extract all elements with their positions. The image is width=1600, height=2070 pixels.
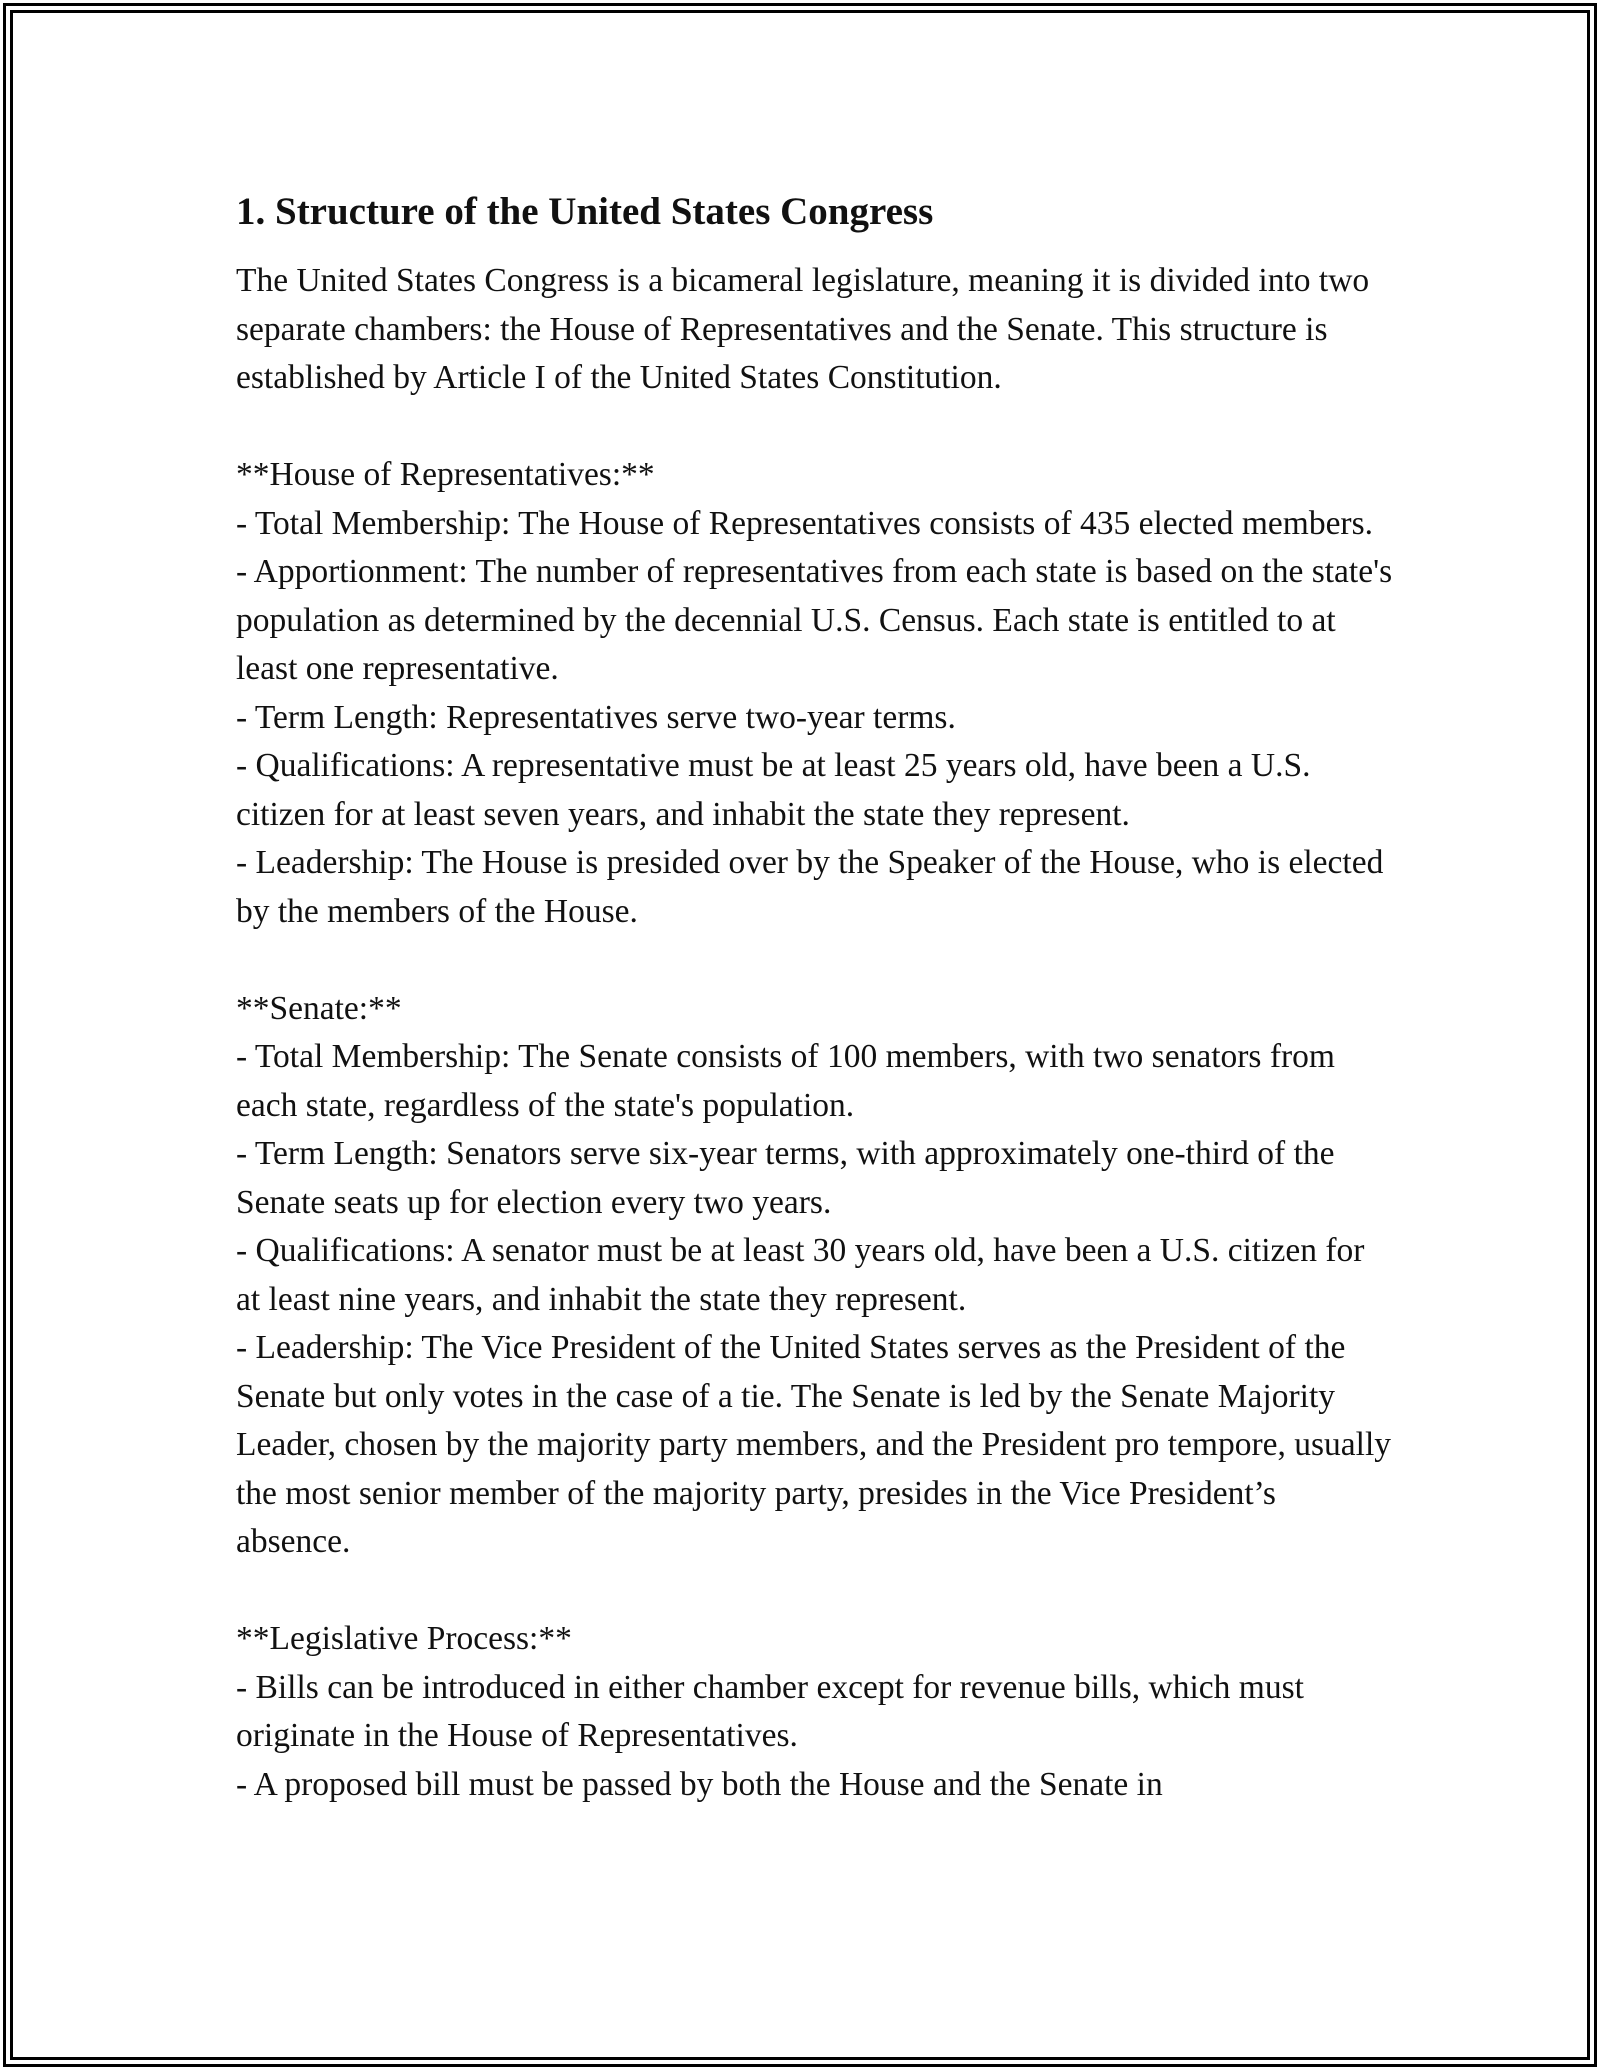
house-heading: **House of Representatives:** <box>236 456 655 493</box>
document-page <box>236 184 1396 1809</box>
senate-section <box>236 985 1396 1567</box>
senate-item: - Qualifications: A senator must be at least 30 years old, have been a U.S. citizen for at least nine years, and inhabit the state they represent. <box>236 1232 1365 1318</box>
intro-paragraph: The United States Congress is a bicameral legislature, meaning it is divided into two separate chambers: the House of Representatives and the Senate. This structure is established by Article I of the United States Constitution. <box>236 262 1370 396</box>
legislative-item: - A proposed bill must be passed by both the House and the Senate in <box>236 1765 1163 1803</box>
house-section <box>236 451 1396 936</box>
document-title: 1. Structure of the United States Congress <box>236 190 934 233</box>
senate-item: - Term Length: Senators serve six-year terms, with approximately one-third of the Senate seats up for election every two years. <box>236 1135 1335 1221</box>
legislative-heading: **Legislative Process:** <box>236 1620 572 1657</box>
house-item: - Qualifications: A representative must be at least 25 years old, have been a U.S. citizen for at least seven years, and inhabit the state they represent. <box>236 747 1311 833</box>
house-item: - Leadership: The House is presided over by the Speaker of the House, who is elected by the members of the House. <box>236 844 1384 930</box>
legislative-item: - Bills can be introduced in either chamber except for revenue bills, which must originate in the House of Representatives. <box>236 1668 1304 1754</box>
senate-heading: **Senate:** <box>236 989 402 1027</box>
legislative-section <box>236 1615 1396 1809</box>
house-item: - Apportionment: The number of representatives from each state is based on the state's population as determined by the decennial U.S. Census. Each state is entitled to at least one representative. <box>236 553 1393 687</box>
house-item: - Term Length: Representatives serve two-year terms. <box>236 698 956 736</box>
house-item: - Total Membership: The House of Representatives consists of 435 elected members. <box>236 504 1374 542</box>
senate-item: - Leadership: The Vice President of the United States serves as the President of the Senate but only votes in the case of a tie. The Senate is led by the Senate Majority Leader, chosen by the majority party members, and the President pro tempore, usually the most senior member of the majority party, presides in the Vice President’s absence. <box>236 1329 1391 1560</box>
senate-item: - Total Membership: The Senate consists of 100 members, with two senators from each state, regardless of the state's population. <box>236 1038 1335 1124</box>
